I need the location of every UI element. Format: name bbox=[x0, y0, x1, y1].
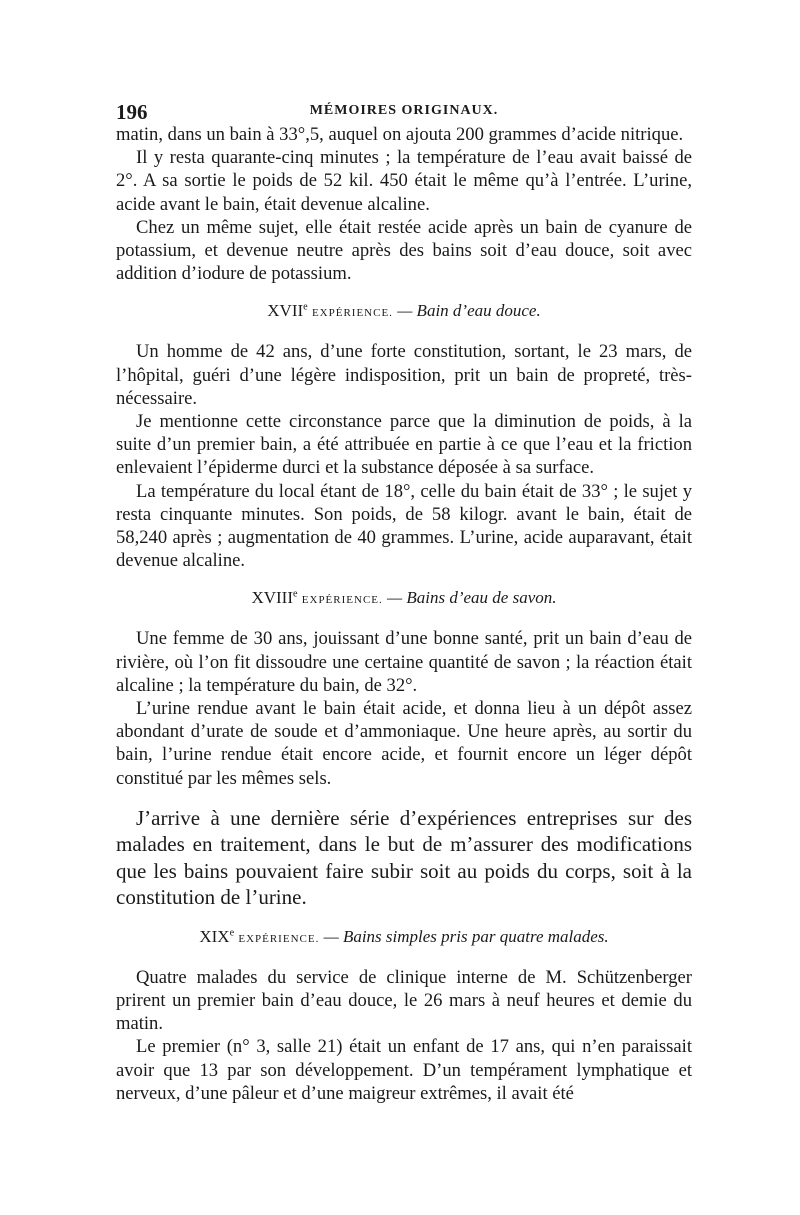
paragraph: Le premier (n° 3, salle 21) était un enfant de 17 ans, qui n’en paraissait avoir que 13 par son développement. D’un tempérament lymphatique et nerveux, d’une pâleur et d’une maigreur extrêmes, il avait été bbox=[116, 1036, 692, 1104]
paragraph: matin, dans un bain à 33°,5, auquel on ajouta 200 grammes d’acide nitrique. bbox=[116, 124, 684, 145]
paragraph: Il y resta quarante-cinq minutes ; la température de l’eau avait baissé de 2°. A sa sortie le poids de 52 kil. 450 était le même qu’à l’entrée. L’urine, acide avant le bain, était devenue alcaline. bbox=[116, 147, 692, 215]
page-number: 196 bbox=[116, 100, 148, 124]
paragraph: La température du local étant de 18°, celle du bain était de 33° ; le sujet y resta cinquante minutes. Son poids, de 58 kilogr. avant le bain, était de 58,240 après ; augmentation de 40 grammes. L’urine, acide auparavant, était devenue alcaline. bbox=[116, 480, 692, 572]
experiment-number: XVII bbox=[267, 301, 304, 321]
body-text bbox=[116, 123, 692, 1105]
paragraph: Je mentionne cette circonstance parce que la diminution de poids, à la suite d’un premier bain, a été attribuée en partie à ce que l’eau et la friction enlevaient l’épiderme durci et la substance déposée à sa surface. bbox=[116, 411, 692, 479]
experiment-label: EXPÉRIENCE. bbox=[301, 594, 383, 607]
experiment-heading bbox=[116, 300, 692, 324]
page-header bbox=[116, 100, 692, 124]
experiment-title: — Bain d’eau douce. bbox=[397, 301, 541, 321]
paragraph: Chez un même sujet, elle était restée acide après un bain de cyanure de potassium, et devenue neutre après des bains soit d’eau douce, soit avec addition d’iodure de potassium. bbox=[116, 216, 692, 285]
experiment-title: — Bains d’eau de savon. bbox=[387, 588, 557, 608]
paragraph-large: J’arrive à une dernière série d’expériences entreprises sur des malades en traitement, dans le but de m’assurer des modifications que les bains pouvaient faire subir soit au poids du corps, soit à la constitution de l’urine. bbox=[116, 805, 692, 910]
experiment-number-suffix: e bbox=[293, 588, 298, 600]
running-title: MÉMOIRES ORIGINAUX. bbox=[309, 103, 499, 118]
experiment-number-suffix: e bbox=[229, 927, 235, 939]
experiment-heading bbox=[116, 926, 692, 950]
paragraph: Un homme de 42 ans, d’une forte constitution, sortant, le 23 mars, de l’hôpital, guéri d’une légère indisposition, prit un bain de propreté, très-nécessaire. bbox=[116, 341, 692, 409]
experiment-number-suffix: e bbox=[303, 301, 308, 313]
paragraph: L’urine rendue avant le bain était acide, et donna lieu à un dépôt assez abondant d’urate de soude et d’ammoniaque. Une heure après, au sortir du bain, l’urine rendue était encore acide, et fournit encore un léger dépôt constitué par les mêmes sels. bbox=[116, 698, 692, 789]
experiment-title: — Bains simples pris par quatre malades. bbox=[323, 926, 609, 946]
experiment-heading bbox=[116, 587, 692, 611]
experiment-number: XIX bbox=[199, 926, 230, 946]
paragraph: Quatre malades du service de clinique interne de M. Schützenberger prirent un premier bain d’eau douce, le 26 mars à neuf heures et demie du matin. bbox=[116, 966, 692, 1035]
experiment-number: XVIII bbox=[251, 588, 293, 608]
paragraph: Une femme de 30 ans, jouissant d’une bonne santé, prit un bain d’eau de rivière, où l’on fit dissoudre une certaine quantité de savon ; la réaction était alcaline ; la température du bain, de 32°. bbox=[116, 628, 692, 696]
experiment-label: EXPÉRIENCE. bbox=[311, 307, 393, 320]
experiment-label: EXPÉRIENCE. bbox=[238, 932, 320, 945]
